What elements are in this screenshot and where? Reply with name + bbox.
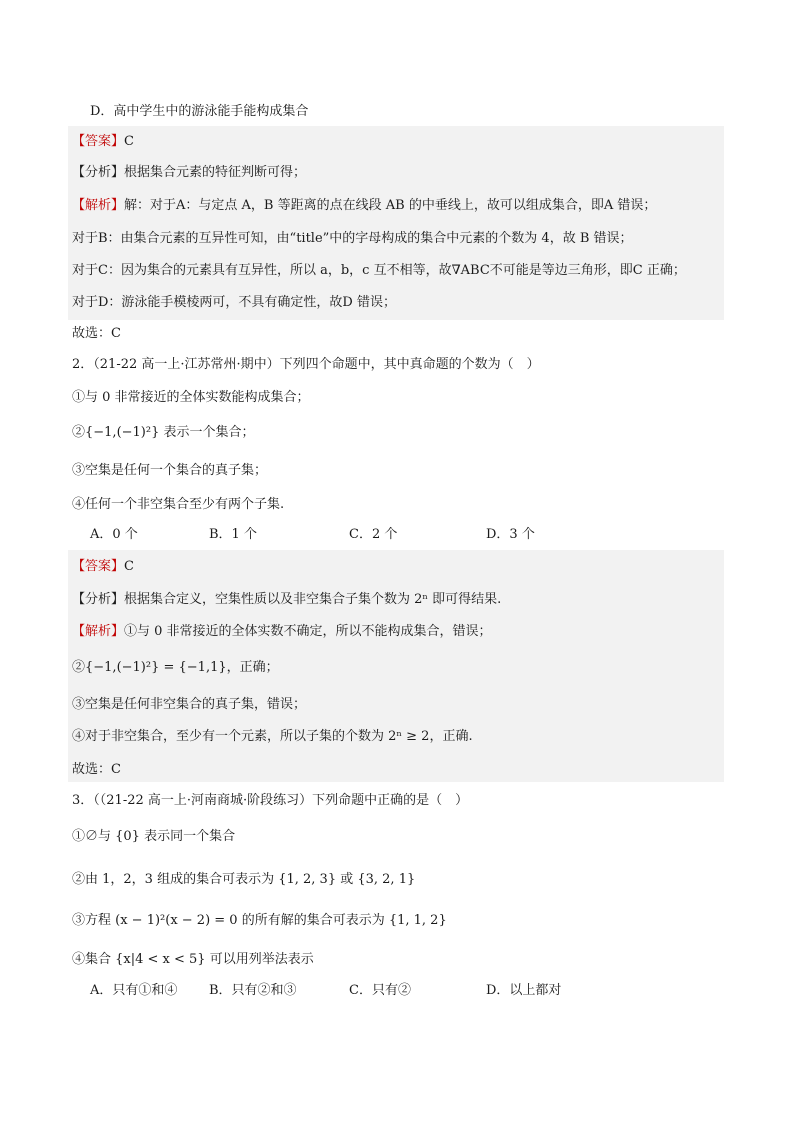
- solution-text: ①与 0 非常接近的全体实数不确定，所以不能构成集合，错误；: [124, 624, 492, 639]
- q2-item-2: ②{−1,(−1)²} 表示一个集合；: [72, 425, 255, 440]
- q2-solution-line-3: ③空集是任何非空集合的真子集，错误；: [72, 697, 307, 712]
- analysis-tag: 【分析】: [72, 592, 125, 607]
- answer-value: C: [124, 134, 134, 149]
- q2-stem: 2．（21-22 高一上·江苏常州·期中）下列四个命题中，其中真命题的个数为（ ）: [72, 357, 540, 372]
- q3-stem: 3．（（21-22 高一上·河南商城·阶段练习）下列命题中正确的是（ ）: [72, 793, 469, 808]
- q2-solution-line-2: ②{−1,(−1)²} = {−1,1}，正确；: [72, 660, 279, 675]
- solution-tag: 【解析】: [72, 198, 125, 213]
- q3-option-a: A．只有①和④: [90, 983, 178, 998]
- q3-item-4: ④集合 {x|4 < x < 5} 可以用列举法表示: [72, 952, 314, 967]
- q2-option-c: C．2 个: [349, 527, 398, 542]
- q2-analysis: [72, 592, 501, 608]
- q2-option-b: B．1 个: [209, 527, 257, 542]
- analysis-tag: 【分析】: [72, 165, 125, 180]
- q3-item-3: ③方程 (x − 1)²(x − 2) = 0 的所有解的集合可表示为 {1, 1, 2}: [72, 913, 447, 928]
- answer-tag: 【答案】: [72, 134, 125, 149]
- q2-option-a: A．0 个: [90, 527, 138, 542]
- analysis-text: 根据集合元素的特征判断可得；: [124, 165, 307, 180]
- q1-solution-line-3: 对于C：因为集合的元素具有互异性，所以 a，b，c 互不相等，故∇ABC不可能是等边三角形，即C 正确；: [72, 263, 686, 278]
- q2-solution-line-5: 故选：C: [72, 762, 121, 777]
- q3-item-2: ②由 1，2，3 组成的集合可表示为 {1, 2, 3} 或 {3, 2, 1}: [72, 872, 416, 887]
- q1-analysis: [72, 165, 306, 181]
- q1-solution-line-4: 对于D：游泳能手模棱两可，不具有确定性，故D 错误；: [72, 295, 396, 310]
- q1-solution-line-5: 故选：C: [72, 326, 121, 341]
- solution-tag: 【解析】: [72, 624, 125, 639]
- answer-value: C: [124, 559, 134, 574]
- q2-item-4: ④任何一个非空集合至少有两个子集.: [72, 497, 285, 512]
- q3-option-c: C．只有②: [349, 983, 411, 998]
- q2-item-1: ①与 0 非常接近的全体实数能构成集合；: [72, 390, 310, 405]
- q2-item-3: ③空集是任何一个集合的真子集；: [72, 463, 268, 478]
- analysis-text: 根据集合定义，空集性质以及非空集合子集个数为 2ⁿ 即可得结果.: [124, 592, 502, 607]
- q1-solution-line-2: 对于B：由集合元素的互异性可知，由“title”中的字母构成的集合中元素的个数为 4，故 B 错误；: [72, 231, 633, 246]
- q1-answer: [72, 134, 134, 150]
- answer-tag: 【答案】: [72, 559, 125, 574]
- q3-option-d: D．以上都对: [486, 983, 562, 998]
- q2-answer: [72, 559, 134, 575]
- q1-answer-block: [68, 126, 724, 320]
- q3-option-b: B．只有②和③: [209, 983, 297, 998]
- q2-solution-line-1: [72, 624, 492, 640]
- q1-solution-line-1: [72, 198, 656, 214]
- solution-text: 解：对于A：与定点 A，B 等距离的点在线段 AB 的中垂线上，故可以组成集合，即A 错误；: [124, 198, 657, 213]
- q3-item-1: ①∅与 {0} 表示同一个集合: [72, 829, 236, 844]
- q1-option-d: D．高中学生中的游泳能手能构成集合: [90, 104, 309, 119]
- q2-solution-line-4: ④对于非空集合，至少有一个元素，所以子集的个数为 2ⁿ ≥ 2，正确.: [72, 729, 473, 744]
- q2-option-d: D．3 个: [486, 527, 535, 542]
